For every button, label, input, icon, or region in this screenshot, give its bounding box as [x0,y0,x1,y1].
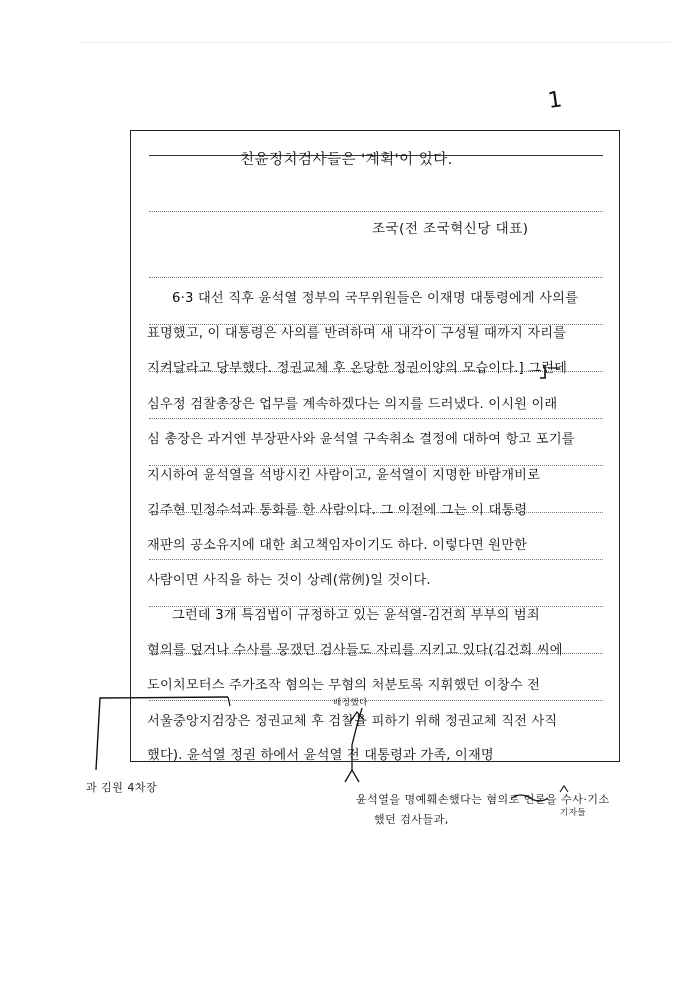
insertion-note: 배정했다 [333,698,368,708]
text-line: 혐의를 덮거나 수사를 뭉갰던 검사들도 자리를 지키고 있다(김건희 씨에 [147,643,563,658]
text-line: 서울중앙지검장은 정권교체 후 검찰을 피하기 위해 정권교체 직전 사직 [147,714,558,729]
ruled-line [149,418,603,419]
text-line: 지시하여 윤석열을 석방시킨 사람이고, 윤석열이 지명한 바람개비로 [147,468,541,483]
text-line: 그런데 3개 특검법이 규정하고 있는 윤석열-김건희 부부의 범죄 [172,608,540,623]
text-line: 도이치모터스 주가조작 혐의는 무혐의 처분토록 지휘했던 이창수 전 [147,678,541,693]
text-line: 6·3 대선 직후 윤석열 정부의 국무위원들은 이재명 대통령에게 사의를 [172,291,579,306]
bottom-annotation-insert: 기자들 [560,808,587,818]
text-line: 했다). 윤석열 정권 하에서 윤석열 전 대통령과 가족, 이재명 [147,748,494,763]
bottom-annotation: 윤석열을 명예훼손했다는 혐의로 언론을 수사·기소 [356,793,610,806]
text-line: 심우정 검찰총장은 업무를 계속하겠다는 의지를 드러냈다. 이시원 이래 [147,397,558,412]
text-line: 김주현 민정수석과 통화를 한 사람이다. 그 이전에 그는 이 대통령 [147,503,528,518]
text-line: 지켜달라고 당부했다. 정권교체 후 온당한 정권이양의 모습이다.] 그런데 [147,361,568,376]
text-line: 심 총장은 과거엔 부장판사와 윤석열 구속취소 결정에 대하여 항고 포기를 [147,432,575,447]
text-line: 사람이면 사직을 하는 것이 상례(常例)일 것이다. [147,573,431,588]
bottom-annotation-continued: 했던 검사들과, [374,813,449,826]
author-byline: 조국(전 조국혁신당 대표) [372,221,529,237]
top-divider [80,42,670,43]
text-line: 재판의 공소유지에 대한 최고책임자이기도 하다. 이렇다면 원만한 [147,538,528,553]
text-line: 표명했고, 이 대통령은 사의를 반려하며 새 내각이 구성될 때까지 자리를 [147,326,567,341]
bottom-caret [345,770,359,782]
ruled-line [149,700,603,701]
ruled-line [149,211,603,212]
page-number: 1 [546,87,565,114]
ruled-line [149,559,603,560]
document-title: 친윤정치검사들은 '계획'이 있다. [240,152,453,168]
margin-annotation: 과 김원 4차장 [86,781,158,794]
ruled-line [149,277,603,278]
